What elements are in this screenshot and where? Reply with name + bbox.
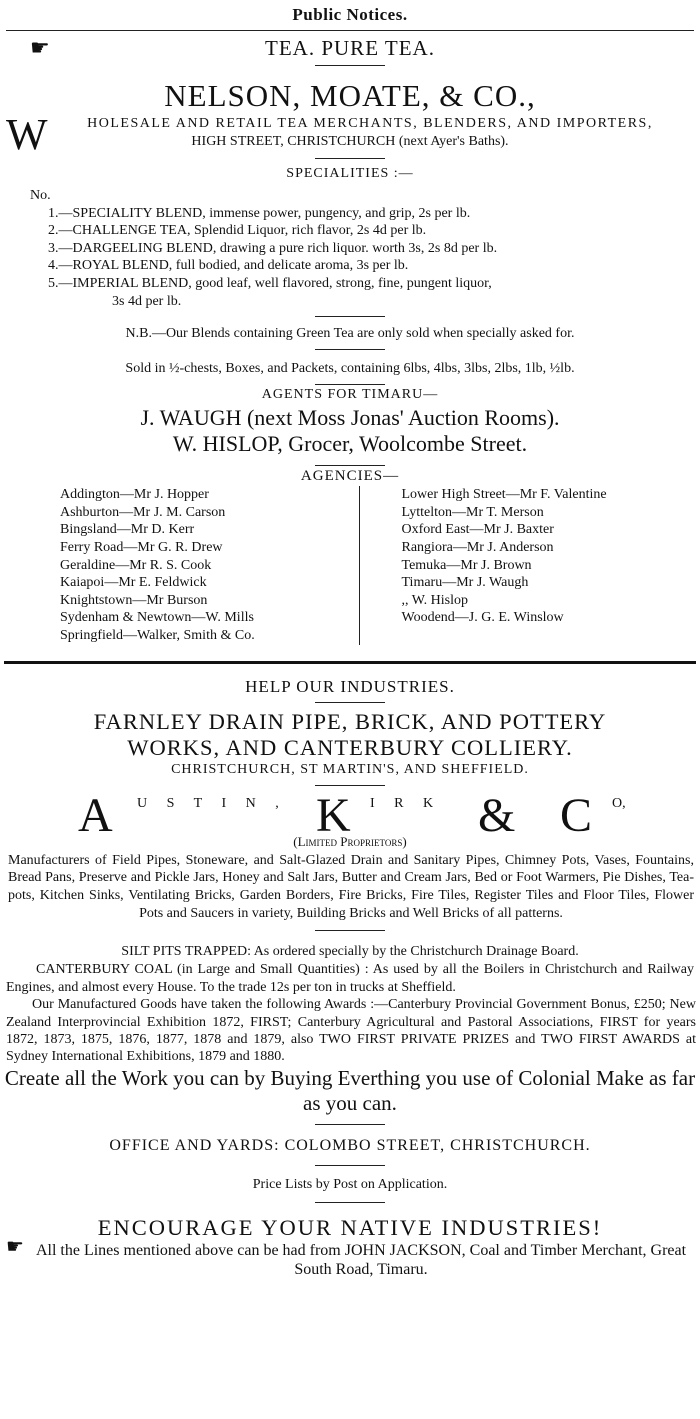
no-label: No.: [30, 188, 51, 203]
agencies-title: AGENCIES—: [300, 468, 400, 485]
agency-item: Woodend—J. G. E. Winslow: [401, 610, 564, 626]
divider: [315, 1165, 385, 1166]
divider: [315, 702, 385, 703]
divider: [315, 1202, 385, 1203]
agency-item: Ashburton—Mr J. M. Carson: [60, 504, 226, 520]
agency-item: ,, W. Hislop: [401, 592, 469, 608]
sold-note: Sold in ½-chests, Boxes, and Packets, containing 6lbs, 4lbs, 3lbs, 2lbs, 1lb, ½lb.: [125, 361, 575, 377]
agency-item: Ferry Road—Mr G. R. Drew: [60, 539, 223, 555]
agency-item: Bingsland—Mr D. Kerr: [60, 522, 195, 538]
divider: [315, 65, 385, 66]
manufacturers-text: Manufacturers of Field Pipes, Stoneware, and Salt-Glazed Drain and Sanitary Pipes, Chimney Pots, Vases, Fountains, Bread Pans, Preserve and Pickle Jars, Honey and Salt Jars, Butter and Cream Jars, Bed or Foot Warmers, Pie Dishes, Tea-pots, Kitchen Sinks, Ventilating Bricks, Garden Borders, Fire Bricks, Fire Tiles, Register Tiles and Floor Tiles, Flower Pots and Saucers in variety, Building Bricks and Well Bricks of all patterns.: [8, 852, 694, 921]
section-header: Public Notices.: [292, 5, 408, 24]
agency-item: Timaru—Mr J. Waugh: [401, 575, 529, 591]
agency-item: Temuka—Mr J. Brown: [401, 557, 532, 573]
divider: [315, 158, 385, 159]
firm-description: HOLESALE AND RETAIL TEA MERCHANTS, BLENDERS, AND IMPORTERS,: [87, 116, 653, 131]
silt-pits: SILT PITS TRAPPED: As ordered specially by the Christchurch Drainage Board.: [121, 944, 579, 960]
lines-mentioned: [0, 1235, 700, 1279]
limited-proprietors: (Limited Proprietors): [293, 833, 407, 849]
office-yards: OFFICE AND YARDS: COLOMBO STREET, CHRISTCHURCH.: [109, 1136, 591, 1154]
firm-letter-a: A: [78, 788, 113, 842]
tea-advert: [0, 31, 700, 645]
agency-item: Knightstown—Mr Burson: [60, 592, 208, 608]
list-item: 1.—SPECIALITY BLEND, immense power, pungency, and grip, 2s per lb.: [48, 205, 471, 221]
drop-cap: W: [6, 110, 48, 159]
specialities-list: [0, 187, 700, 310]
divider: [315, 930, 385, 931]
agency-item: Addington—Mr J. Hopper: [60, 487, 209, 503]
help-industries: HELP OUR INDUSTRIES.: [245, 676, 455, 696]
agency-item: Geraldine—Mr R. S. Cook: [60, 557, 212, 573]
agency-item: Oxford East—Mr J. Baxter: [401, 522, 554, 538]
farnley-advert: [0, 676, 700, 1279]
agencies-left-column: [0, 486, 359, 644]
specialities-title: SPECIALITIES :—: [286, 166, 414, 181]
list-item: 2.—CHALLENGE TEA, Splendid Liquor, rich flavor, 2s 4d per lb.: [48, 223, 427, 239]
firm-letter-o: O,: [612, 795, 626, 811]
agency-item: Rangiora—Mr J. Anderson: [401, 539, 554, 555]
divider: [315, 1124, 385, 1125]
list-item: 5.—IMPERIAL BLEND, good leaf, well flavored, strong, fine, pungent liquor,: [48, 275, 492, 291]
divider: [315, 316, 385, 317]
section-rule: [4, 661, 696, 664]
list-item: 3.—DARGEELING BLEND, drawing a pure rich liquor. worth 3s, 2s 8d per lb.: [48, 240, 498, 256]
agent-waugh: J. WAUGH (next Moss Jonas' Auction Rooms).: [140, 405, 560, 431]
farnley-title-2: WORKS, AND CANTERBURY COLLIERY.: [127, 734, 573, 760]
pointing-hand-icon: ☛: [30, 35, 50, 60]
agencies-right-column: [359, 486, 700, 644]
agency-item: Lower High Street—Mr F. Valentine: [401, 487, 607, 503]
firm-ampersand: &: [478, 788, 516, 842]
lines-text: All the Lines mentioned above can be had from JOHN JACKSON, Coal and Timber Merchant, Great South Road, Timaru.: [35, 1241, 687, 1278]
agency-item: Sydenham & Newtown—W. Mills: [60, 610, 254, 626]
divider: [315, 349, 385, 350]
firm-letter-c: C: [560, 788, 593, 842]
farnley-title-1: FARNLEY DRAIN PIPE, BRICK, AND POTTERY: [93, 708, 607, 734]
firm-name: NELSON, MOATE, & CO.,: [164, 78, 536, 113]
coal-text: CANTERBURY COAL (in Large and Small Quantities) : As used by all the Boilers in Christchurch and Railway Engines, and almost every House. To the trade 12s per ton in trucks at Sheffield.: [6, 962, 694, 995]
agency-item: Kaiapoi—Mr E. Feldwick: [60, 575, 207, 591]
divider: [315, 785, 385, 786]
list-item: 4.—ROYAL BLEND, full bodied, and delicate aroma, 3s per lb.: [48, 258, 409, 274]
agencies-list: [0, 486, 700, 644]
firm-address: HIGH STREET, CHRISTCHURCH (next Ayer's Baths).: [191, 134, 509, 149]
create-work: Create all the Work you can by Buying Everthing you use of Colonial Make as far as you can.: [4, 1065, 696, 1115]
encourage: ENCOURAGE YOUR NATIVE INDUSTRIES!: [97, 1214, 603, 1240]
agents-title: AGENTS FOR TIMARU—: [261, 387, 439, 403]
farnley-places: CHRISTCHURCH, ST MARTIN'S, AND SHEFFIELD.: [171, 761, 529, 777]
list-item: 3s 4d per lb.: [112, 293, 182, 309]
agency-item: Lyttelton—Mr T. Merson: [401, 504, 544, 520]
firm-letters-ustin: U S T I N ,: [137, 795, 287, 811]
agent-hislop: W. HISLOP, Grocer, Woolcombe Street.: [172, 431, 528, 457]
agency-item: Springfield—Walker, Smith & Co.: [60, 627, 255, 643]
nb-note: N.B.—Our Blends containing Green Tea are only sold when specially asked for.: [125, 326, 575, 342]
tea-title: TEA. PURE TEA.: [265, 36, 435, 60]
firm-letter-k: K: [316, 788, 351, 842]
pointing-hand-icon: ☛: [6, 1235, 24, 1258]
awards-text: Our Manufactured Goods have taken the following Awards :—Canterbury Provincial Government Bonus, £250; New Zealand Interprovincial Exhibition 1872, FIRST; Canterbury Agricultural and Pastoral Associations, FIRST for years 1872, 1873, 1875, 1876, 1877, 1878 and 1879, also TWO FIRST PRIVATE PRIZES and TWO FIRST AWARDS at Sydney International Exhibitions, 1879 and 1880.: [6, 997, 696, 1065]
firm-letters-irk: I R K: [370, 795, 442, 811]
price-lists: Price Lists by Post on Application.: [252, 1176, 448, 1192]
